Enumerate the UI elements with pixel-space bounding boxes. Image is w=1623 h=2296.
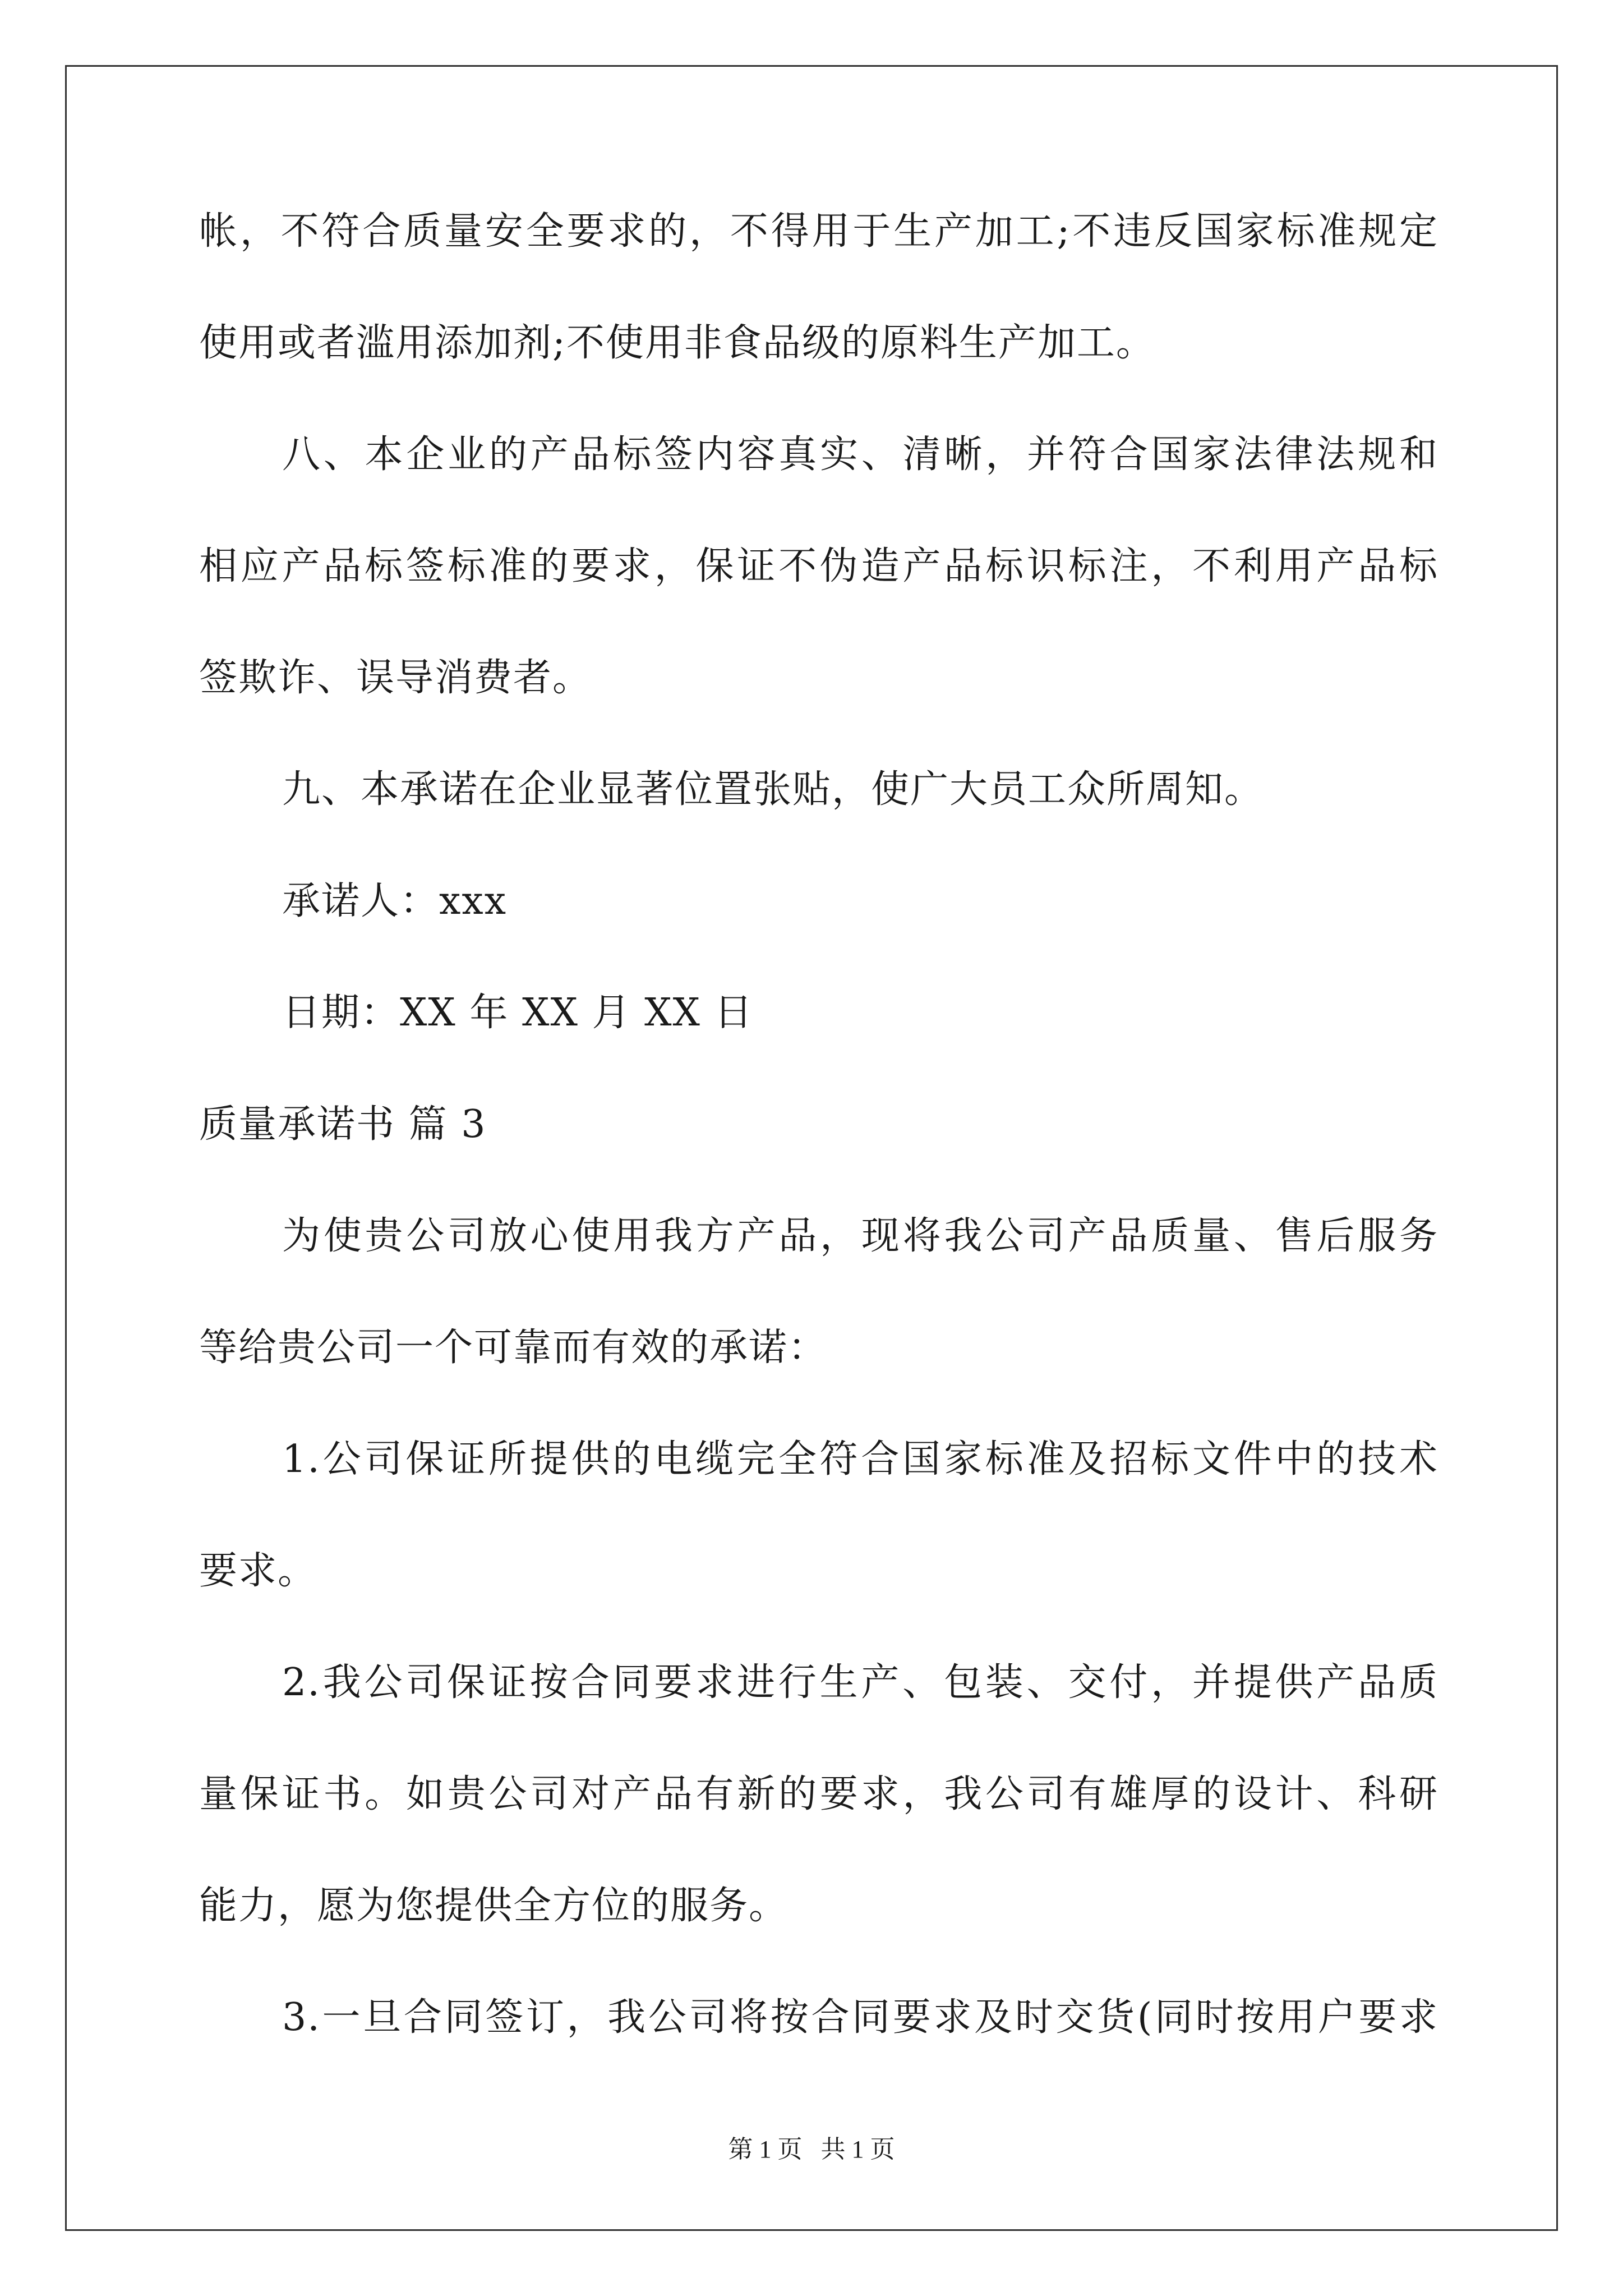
item-2-line: 能力，愿为您提供全方位的服务。 bbox=[199, 1884, 789, 1928]
clause-8-line: 签欺诈、误导消费者。 bbox=[199, 656, 592, 700]
item-2-line: 2.我公司保证按合同要求进行生产、包装、交付，并提供产品质 bbox=[282, 1660, 1438, 1705]
item-1-line: 要求。 bbox=[199, 1549, 317, 1593]
clause-8-line: 相应产品标签标准的要求，保证不伪造产品标识标注，不利用产品标 bbox=[199, 544, 1438, 588]
signatory-line: 承诺人：xxx bbox=[282, 879, 508, 923]
paragraph-line: 帐，不符合质量安全要求的，不得用于生产加工;不违反国家标准规定 bbox=[199, 209, 1438, 254]
intro-line: 为使贵公司放心使用我方产品，现将我公司产品质量、售后服务 bbox=[282, 1214, 1438, 1258]
item-2-line: 量保证书。如贵公司对产品有新的要求，我公司有雄厚的设计、科研 bbox=[199, 1772, 1438, 1816]
paragraph-line: 使用或者滥用添加剂;不使用非食品级的原料生产加工。 bbox=[199, 321, 1155, 365]
item-1-line: 1.公司保证所提供的电缆完全符合国家标准及招标文件中的技术 bbox=[282, 1437, 1438, 1481]
clause-8-line: 八、本企业的产品标签内容真实、清晰，并符合国家法律法规和 bbox=[282, 432, 1438, 477]
intro-line: 等给贵公司一个可靠而有效的承诺： bbox=[199, 1326, 828, 1370]
clause-9-line: 九、本承诺在企业显著位置张贴，使广大员工众所周知。 bbox=[282, 767, 1264, 812]
page-number-footer: 第 1 页 共 1 页 bbox=[728, 2136, 895, 2163]
date-line: 日期：XX 年 XX 月 XX 日 bbox=[282, 991, 754, 1035]
section-heading: 质量承诺书 篇 3 bbox=[199, 1102, 487, 1147]
item-3-line: 3.一旦合同签订，我公司将按合同要求及时交货(同时按用户要求 bbox=[282, 1995, 1438, 2040]
